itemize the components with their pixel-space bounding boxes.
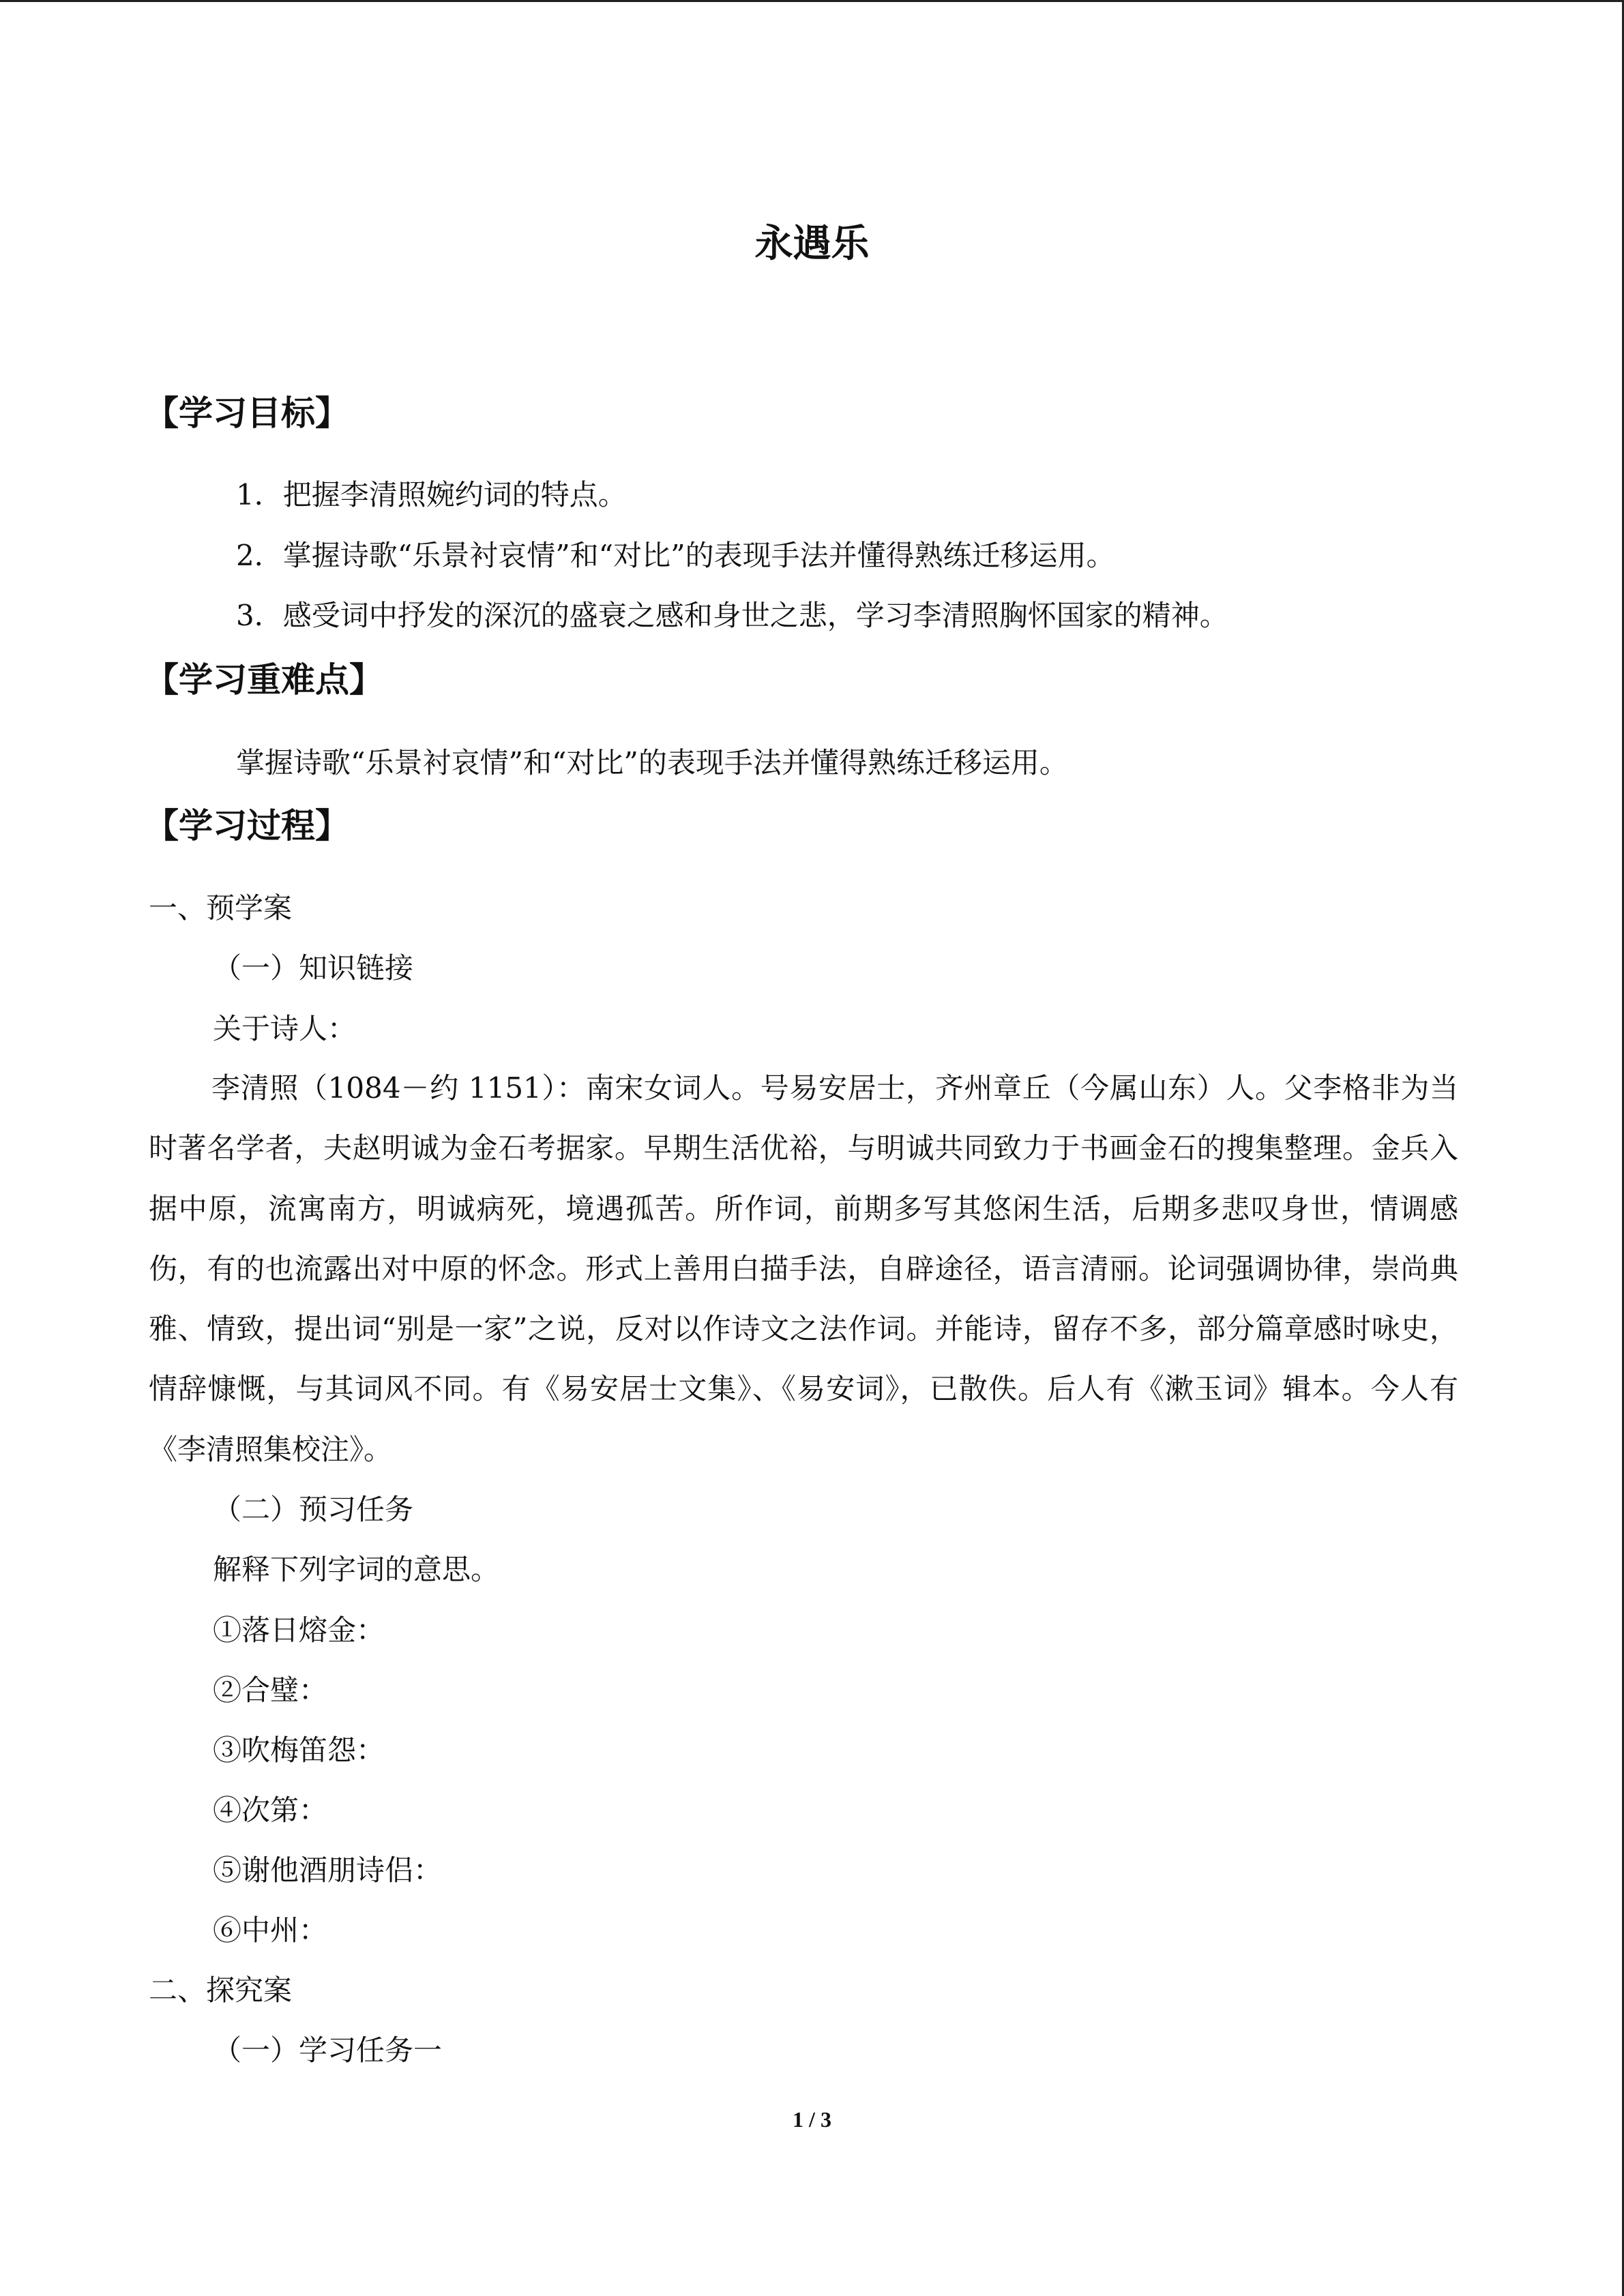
explain-instruction: 解释下列字词的意思。 bbox=[213, 1553, 500, 1586]
key-points-text: 掌握诗歌“乐景衬哀情”和“对比”的表现手法并懂得熟练迁移运用。 bbox=[236, 746, 1068, 779]
objective-item-3: 3．感受词中抒发的深沉的盛衰之感和身世之悲，学习李清照胸怀国家的精神。 bbox=[236, 599, 1228, 632]
knowledge-link-title: （一）知识链接 bbox=[213, 951, 414, 985]
objectives-heading: 【学习目标】 bbox=[145, 393, 349, 433]
key-points-heading: 【学习重难点】 bbox=[145, 660, 383, 700]
vocab-item-2: ②合璧： bbox=[213, 1673, 328, 1707]
vocab-item-5: ⑤谢他酒朋诗侣： bbox=[213, 1853, 443, 1887]
process-heading: 【学习过程】 bbox=[145, 806, 349, 846]
page-top-border bbox=[0, 0, 1624, 2]
objective-item-1: 1．把握李清照婉约词的特点。 bbox=[236, 478, 627, 511]
preview-task-title: （二）预习任务 bbox=[213, 1493, 414, 1526]
about-poet-label: 关于诗人： bbox=[213, 1012, 357, 1045]
vocab-item-1: ①落日熔金： bbox=[213, 1613, 385, 1647]
objective-item-2: 2．掌握诗歌“乐景衬哀情”和“对比”的表现手法并懂得熟练迁移运用。 bbox=[236, 539, 1115, 572]
poet-biography: 李清照（1084－约 1151）：南宋女词人。号易安居士，齐州章丘（今属山东）人。父李格非为当时著名学者，夫赵明诚为金石考据家。早期生活优裕，与明诚共同致力于书画金石的搜集整理。金兵入据中原，流寓南方，明诚病死，境遇孤苦。所作词，前期多写其悠闲生活，后期多悲叹身世，情调感伤，有的也流露出对中原的怀念。形式上善用白描手法，自辟途径，语言清丽。论词强调协律，崇尚典雅、情致，提出词“别是一家”之说，反对以作诗文之法作词。并能诗，留存不多，部分篇章感时咏史，情辞慷慨，与其词风不同。有《易安居士文集》、《易安词》，已散佚。后人有《漱玉词》辑本。今人有《李清照集校注》。 bbox=[149, 1071, 1458, 1466]
part2-title: 二、探究案 bbox=[149, 1973, 293, 2007]
vocab-item-4: ④次第： bbox=[213, 1793, 328, 1827]
vocab-item-6: ⑥中州： bbox=[213, 1913, 328, 1947]
part1-title: 一、预学案 bbox=[149, 891, 293, 925]
page-title: 永遇乐 bbox=[754, 222, 870, 266]
page-number: 1 / 3 bbox=[793, 2107, 831, 2132]
vocab-item-3: ③吹梅笛怨： bbox=[213, 1733, 385, 1767]
task1-title: （一）学习任务一 bbox=[213, 2033, 443, 2067]
